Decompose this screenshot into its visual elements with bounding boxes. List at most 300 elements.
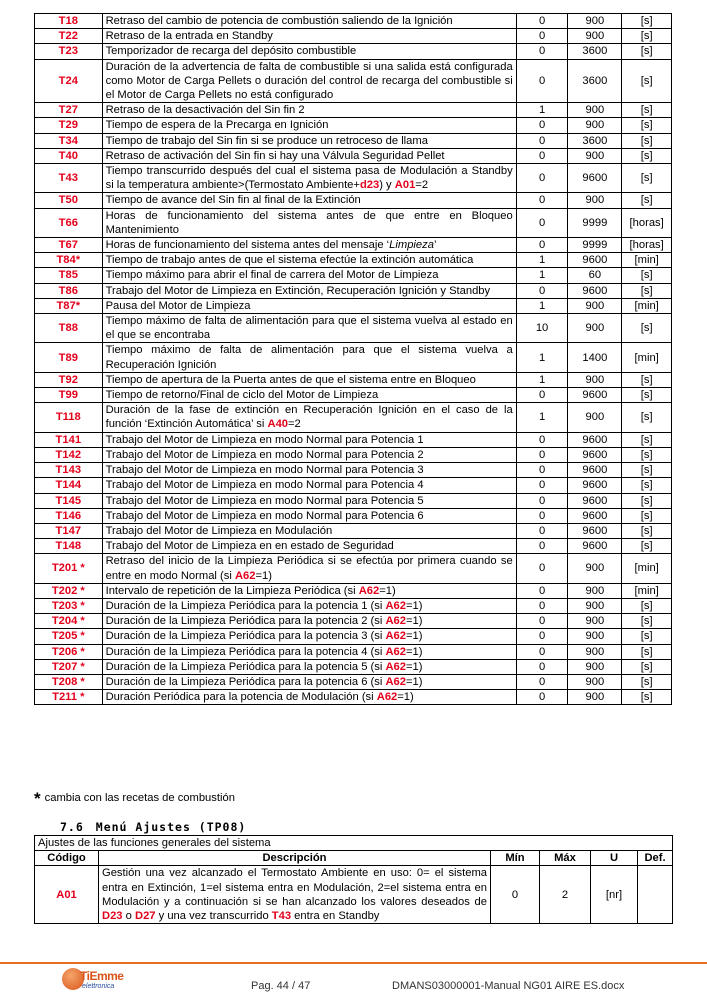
menu-min: 0 [491, 866, 540, 924]
param-code: T50 [35, 193, 103, 208]
param-unit: [s] [622, 193, 672, 208]
table-row [35, 644, 672, 659]
param-description: Retraso de la desactivación del Sin fin 2 [102, 103, 516, 118]
table-row [35, 478, 672, 493]
param-code: T27 [35, 103, 103, 118]
parameter-ref: A62 [385, 675, 406, 688]
param-max: 900 [568, 614, 622, 629]
param-code: T144 [35, 478, 103, 493]
menu-unit: [nr] [591, 866, 638, 924]
param-max: 900 [568, 103, 622, 118]
parameter-ref: A62 [358, 584, 380, 597]
desc-text: Duración de la fase de extinción en Recuperación Ignición en el caso de la función ‘Extinción Automática’ si [105, 404, 513, 431]
param-min: 1 [516, 372, 568, 387]
param-min: 0 [516, 193, 568, 208]
param-description [102, 690, 516, 705]
desc-text: =1) [405, 615, 423, 628]
table-row [35, 268, 672, 283]
param-max: 9999 [568, 238, 622, 253]
param-description [102, 659, 516, 674]
table-row [35, 14, 672, 29]
param-max: 900 [568, 583, 622, 598]
param-unit: [min] [622, 343, 672, 372]
table-row [35, 314, 672, 343]
param-unit: [s] [622, 508, 672, 523]
param-min: 0 [516, 690, 568, 705]
menu-default [638, 866, 673, 924]
menu-code: A01 [35, 866, 99, 924]
logo-sub: elettronica [82, 983, 115, 990]
param-max: 9600 [568, 447, 622, 462]
param-unit: [s] [622, 148, 672, 163]
param-description: Trabajo del Motor de Limpieza en modo Normal para Potencia 5 [102, 493, 516, 508]
param-max: 9600 [568, 508, 622, 523]
desc-text: Duración de la Limpieza Periódica para la potencia 5 (si [105, 660, 386, 673]
param-description: Retraso del cambio de potencia de combustión saliendo de la Ignición [102, 14, 516, 29]
table-row [35, 164, 672, 193]
table-row [35, 208, 672, 237]
param-max: 9600 [568, 283, 622, 298]
menu-caption: Ajustes de las funciones generales del sistema [35, 836, 673, 851]
param-max: 900 [568, 629, 622, 644]
table-row [35, 298, 672, 313]
param-description: Tiempo de apertura de la Puerta antes de que el sistema entre en Bloqueo [102, 372, 516, 387]
param-unit: [s] [622, 59, 672, 103]
table-row [35, 133, 672, 148]
desc-text: Intervalo de repetición de la Limpieza Periódica (si [105, 584, 359, 597]
table-row [35, 629, 672, 644]
param-min: 0 [516, 659, 568, 674]
param-code: T206 * [35, 644, 103, 659]
param-min: 0 [516, 432, 568, 447]
param-code: T207 * [35, 659, 103, 674]
param-min: 10 [516, 314, 568, 343]
footnote-asterisk: * [34, 789, 41, 808]
param-code: T84* [35, 253, 103, 268]
param-max: 900 [568, 14, 622, 29]
param-min: 0 [516, 674, 568, 689]
param-max: 9600 [568, 164, 622, 193]
param-min: 0 [516, 539, 568, 554]
footnote [34, 789, 235, 809]
param-max: 9600 [568, 478, 622, 493]
param-unit: [s] [622, 268, 672, 283]
param-min: 0 [516, 148, 568, 163]
param-min: 1 [516, 343, 568, 372]
parameter-ref: T43 [271, 910, 292, 923]
table-row [35, 674, 672, 689]
table-row [35, 447, 672, 462]
param-code: T141 [35, 432, 103, 447]
param-code: T202 * [35, 583, 103, 598]
param-min: 0 [516, 447, 568, 462]
menu-row [35, 866, 673, 924]
param-code: T88 [35, 314, 103, 343]
param-description [102, 674, 516, 689]
param-min: 0 [516, 44, 568, 59]
param-min: 0 [516, 283, 568, 298]
param-unit: [horas] [622, 208, 672, 237]
page-number: Pag. 44 / 47 [251, 980, 311, 992]
param-description: Trabajo del Motor de Limpieza en Extinción, Recuperación Ignición y Standby [102, 283, 516, 298]
param-unit: [s] [622, 447, 672, 462]
param-unit: [s] [622, 659, 672, 674]
parameter-ref: A62 [385, 645, 406, 658]
desc-text: =1) [405, 645, 423, 658]
param-description [102, 583, 516, 598]
param-unit: [min] [622, 554, 672, 583]
table-row [35, 29, 672, 44]
param-max: 900 [568, 298, 622, 313]
param-unit: [s] [622, 614, 672, 629]
table-row [35, 598, 672, 613]
desc-text: Gestión una vez alcanzado el Termostato Ambiente en uso: 0= el sistema entra en Extinción, 1=el sistema entra en Modulación, 2=el sistema entra en Modulación y a continuación si se han alcanzado los valores deseados de [102, 867, 487, 908]
desc-text: =2 [415, 179, 429, 192]
param-min: 1 [516, 103, 568, 118]
param-description: Retraso de activación del Sin fin si hay una Válvula Seguridad Pellet [102, 148, 516, 163]
table-row [35, 432, 672, 447]
parameter-ref: A62 [234, 569, 256, 582]
table-row [35, 659, 672, 674]
param-code: T118 [35, 403, 103, 432]
param-description [102, 403, 516, 432]
table-row [35, 539, 672, 554]
param-max: 900 [568, 659, 622, 674]
desc-text: Duración de la Limpieza Periódica para la potencia 4 (si [105, 645, 386, 658]
menu-caption-row [35, 836, 673, 851]
param-min: 1 [516, 298, 568, 313]
desc-text: =1) [397, 691, 414, 704]
table-row [35, 193, 672, 208]
param-unit: [s] [622, 690, 672, 705]
param-description [102, 598, 516, 613]
param-min: 0 [516, 29, 568, 44]
table-row [35, 59, 672, 103]
param-unit: [min] [622, 298, 672, 313]
param-max: 9600 [568, 463, 622, 478]
param-unit: [s] [622, 598, 672, 613]
parameter-ref: d23 [359, 179, 380, 192]
param-description: Tiempo de retorno/Final de ciclo del Motor de Limpieza [102, 388, 516, 403]
menu-description [99, 866, 491, 924]
param-unit: [s] [622, 133, 672, 148]
param-max: 60 [568, 268, 622, 283]
desc-text: =1) [405, 660, 423, 673]
param-unit: [s] [622, 463, 672, 478]
param-description: Trabajo del Motor de Limpieza en modo Normal para Potencia 3 [102, 463, 516, 478]
param-min: 0 [516, 238, 568, 253]
footer-divider [0, 962, 707, 964]
param-max: 900 [568, 372, 622, 387]
param-description [102, 164, 516, 193]
param-unit: [s] [622, 103, 672, 118]
param-min: 0 [516, 614, 568, 629]
param-unit: [s] [622, 493, 672, 508]
param-min: 0 [516, 164, 568, 193]
desc-text: Duración de la Limpieza Periódica para la potencia 6 (si [105, 675, 386, 688]
param-max: 9600 [568, 539, 622, 554]
desc-text: Retraso del inicio de la Limpieza Periódica si se efectúa por primera cuando se entre en modo Normal (si [105, 555, 513, 582]
param-max: 900 [568, 148, 622, 163]
parameter-ref: A62 [385, 630, 406, 643]
param-description: Trabajo del Motor de Limpieza en modo Normal para Potencia 1 [102, 432, 516, 447]
settings-menu-table [34, 835, 673, 924]
param-max: 900 [568, 118, 622, 133]
param-unit: [s] [622, 674, 672, 689]
param-code: T99 [35, 388, 103, 403]
desc-text: =1) [255, 569, 272, 582]
param-code: T146 [35, 508, 103, 523]
param-code: T205 * [35, 629, 103, 644]
param-code: T201 * [35, 554, 103, 583]
param-min: 0 [516, 598, 568, 613]
param-unit: [s] [622, 403, 672, 432]
param-description [102, 238, 516, 253]
param-unit: [s] [622, 644, 672, 659]
desc-text: entra en Standby [291, 910, 380, 923]
param-code: T142 [35, 447, 103, 462]
header-def: Def. [638, 851, 673, 866]
param-unit: [s] [622, 283, 672, 298]
param-description: Tiempo de trabajo del Sin fin si se produce un retroceso de llama [102, 133, 516, 148]
param-code: T40 [35, 148, 103, 163]
param-code: T22 [35, 29, 103, 44]
param-code: T89 [35, 343, 103, 372]
param-code: T148 [35, 539, 103, 554]
param-code: T85 [35, 268, 103, 283]
header-desc: Descripción [99, 851, 491, 866]
param-code: T43 [35, 164, 103, 193]
param-max: 9600 [568, 388, 622, 403]
param-min: 0 [516, 554, 568, 583]
desc-text: =1) [405, 599, 423, 612]
header-min: Mín [491, 851, 540, 866]
header-code: Código [35, 851, 99, 866]
param-description: Trabajo del Motor de Limpieza en en estado de Seguridad [102, 539, 516, 554]
param-max: 3600 [568, 133, 622, 148]
desc-text: =1) [379, 584, 396, 597]
param-min: 0 [516, 59, 568, 103]
parameter-ref: D23 [102, 910, 123, 923]
param-description: Pausa del Motor de Limpieza [102, 298, 516, 313]
param-max: 900 [568, 644, 622, 659]
table-row [35, 253, 672, 268]
param-max: 3600 [568, 59, 622, 103]
table-row [35, 388, 672, 403]
menu-max: 2 [540, 866, 591, 924]
desc-text: y una vez transcurrido [155, 910, 272, 923]
param-unit: [s] [622, 118, 672, 133]
desc-text: Duración de la Limpieza Periódica para la potencia 2 (si [105, 615, 386, 628]
param-min: 0 [516, 583, 568, 598]
param-code: T211 * [35, 690, 103, 705]
param-max: 9600 [568, 493, 622, 508]
table-row [35, 103, 672, 118]
param-max: 9999 [568, 208, 622, 237]
header-max: Máx [540, 851, 591, 866]
section-title: Menú Ajustes (TP08) [95, 820, 247, 834]
param-min: 0 [516, 388, 568, 403]
parameter-ref: A62 [385, 599, 406, 612]
table-row [35, 238, 672, 253]
param-description: Tiempo máximo de falta de alimentación para que el sistema vuelva a Recuperación Ignición [102, 343, 516, 372]
param-code: T92 [35, 372, 103, 387]
param-min: 0 [516, 14, 568, 29]
param-description: Temporizador de recarga del depósito combustible [102, 44, 516, 59]
param-unit: [s] [622, 314, 672, 343]
parameter-ref: A62 [385, 660, 406, 673]
param-unit: [s] [622, 629, 672, 644]
param-description: Tiempo de espera de la Precarga en Ignición [102, 118, 516, 133]
parameter-ref: A40 [267, 418, 289, 431]
param-max: 3600 [568, 44, 622, 59]
table-row [35, 463, 672, 478]
param-description: Trabajo del Motor de Limpieza en modo Normal para Potencia 6 [102, 508, 516, 523]
param-unit: [s] [622, 432, 672, 447]
param-unit: [s] [622, 539, 672, 554]
param-code: T29 [35, 118, 103, 133]
document-name: DMANS03000001-Manual NG01 AIRE ES.docx [392, 980, 625, 992]
param-code: T204 * [35, 614, 103, 629]
param-min: 0 [516, 508, 568, 523]
param-min: 0 [516, 463, 568, 478]
parameter-ref: D27 [134, 910, 156, 923]
param-code: T23 [35, 44, 103, 59]
param-min: 0 [516, 208, 568, 237]
param-max: 900 [568, 403, 622, 432]
param-code: T145 [35, 493, 103, 508]
param-code: T203 * [35, 598, 103, 613]
table-row [35, 554, 672, 583]
param-unit: [horas] [622, 238, 672, 253]
section-heading [60, 820, 246, 834]
param-description: Horas de funcionamiento del sistema antes de que entre en Bloqueo Mantenimiento [102, 208, 516, 237]
param-description [102, 554, 516, 583]
parameter-ref: A62 [376, 691, 398, 704]
param-description: Tiempo de avance del Sin fin al final de la Extinción [102, 193, 516, 208]
param-min: 0 [516, 493, 568, 508]
param-unit: [s] [622, 523, 672, 538]
desc-text: Duración de la Limpieza Periódica para la potencia 3 (si [105, 630, 386, 643]
param-code: T87* [35, 298, 103, 313]
param-max: 1400 [568, 343, 622, 372]
param-unit: [s] [622, 164, 672, 193]
desc-text: =1) [405, 675, 423, 688]
param-code: T66 [35, 208, 103, 237]
param-description: Tiempo máximo de falta de alimentación para que el sistema vuelva al estado en el que se encontraba [102, 314, 516, 343]
param-max: 900 [568, 314, 622, 343]
param-code: T24 [35, 59, 103, 103]
param-min: 1 [516, 253, 568, 268]
param-min: 0 [516, 118, 568, 133]
param-min: 0 [516, 629, 568, 644]
table-row [35, 118, 672, 133]
table-row [35, 508, 672, 523]
table-row [35, 583, 672, 598]
menu-header-row [35, 851, 673, 866]
param-max: 900 [568, 674, 622, 689]
table-row [35, 372, 672, 387]
param-max: 9600 [568, 523, 622, 538]
param-min: 0 [516, 133, 568, 148]
param-unit: [s] [622, 372, 672, 387]
param-max: 900 [568, 554, 622, 583]
section-number: 7.6 [60, 820, 84, 834]
table-row [35, 614, 672, 629]
param-unit: [s] [622, 478, 672, 493]
desc-text: Duración de la Limpieza Periódica para la potencia 1 (si [105, 599, 386, 612]
table-row [35, 283, 672, 298]
param-code: T67 [35, 238, 103, 253]
param-unit: [s] [622, 14, 672, 29]
parameter-ref: A01 [394, 179, 416, 192]
param-description [102, 614, 516, 629]
param-code: T147 [35, 523, 103, 538]
param-unit: [s] [622, 388, 672, 403]
header-unit: U [591, 851, 638, 866]
param-max: 9600 [568, 253, 622, 268]
param-code: T86 [35, 283, 103, 298]
param-description: Duración de la advertencia de falta de combustible si una salida está configurada como Motor de Carga Pellets o duración del control de recarga del combustible si el Motor de Carga Pellets no está configurado [102, 59, 516, 103]
table-row [35, 343, 672, 372]
param-max: 900 [568, 690, 622, 705]
param-unit: [min] [622, 253, 672, 268]
param-max: 900 [568, 193, 622, 208]
desc-text: Tiempo transcurrido después del cual el sistema pasa de Modulación a Standby si la temperatura ambiente>(Termostato Ambiente+ [105, 165, 513, 192]
param-unit: [s] [622, 44, 672, 59]
param-min: 1 [516, 403, 568, 432]
company-logo [62, 966, 140, 994]
desc-text: Horas de funcionamiento del sistema antes del mensaje ‘ [105, 239, 390, 252]
param-description: Tiempo máximo para abrir el final de carrera del Motor de Limpieza [102, 268, 516, 283]
param-description: Retraso de la entrada en Standby [102, 29, 516, 44]
footnote-text: cambia con las recetas de combustión [44, 792, 235, 804]
desc-text: o [122, 910, 135, 923]
param-description: Trabajo del Motor de Limpieza en modo Normal para Potencia 4 [102, 478, 516, 493]
param-description [102, 644, 516, 659]
param-description: Tiempo de trabajo antes de que el sistema efectúe la extinción automática [102, 253, 516, 268]
param-unit: [min] [622, 583, 672, 598]
table-row [35, 690, 672, 705]
param-code: T34 [35, 133, 103, 148]
param-min: 1 [516, 268, 568, 283]
desc-text: =1) [405, 630, 423, 643]
param-max: 900 [568, 29, 622, 44]
param-max: 900 [568, 598, 622, 613]
desc-text: ) y [379, 179, 395, 192]
table-row [35, 44, 672, 59]
parameters-table [34, 13, 672, 705]
param-code: T208 * [35, 674, 103, 689]
desc-text: =2 [288, 418, 301, 431]
param-max: 9600 [568, 432, 622, 447]
param-min: 0 [516, 478, 568, 493]
param-description: Trabajo del Motor de Limpieza en Modulación [102, 523, 516, 538]
desc-text: Limpieza [389, 239, 434, 252]
logo-brand: TiEmme [80, 969, 124, 983]
table-row [35, 403, 672, 432]
parameter-ref: A62 [385, 615, 406, 628]
param-unit: [s] [622, 29, 672, 44]
param-min: 0 [516, 523, 568, 538]
param-description [102, 629, 516, 644]
desc-text: ’ [433, 239, 437, 252]
param-code: T143 [35, 463, 103, 478]
table-row [35, 493, 672, 508]
param-description: Trabajo del Motor de Limpieza en modo Normal para Potencia 2 [102, 447, 516, 462]
table-row [35, 523, 672, 538]
param-min: 0 [516, 644, 568, 659]
